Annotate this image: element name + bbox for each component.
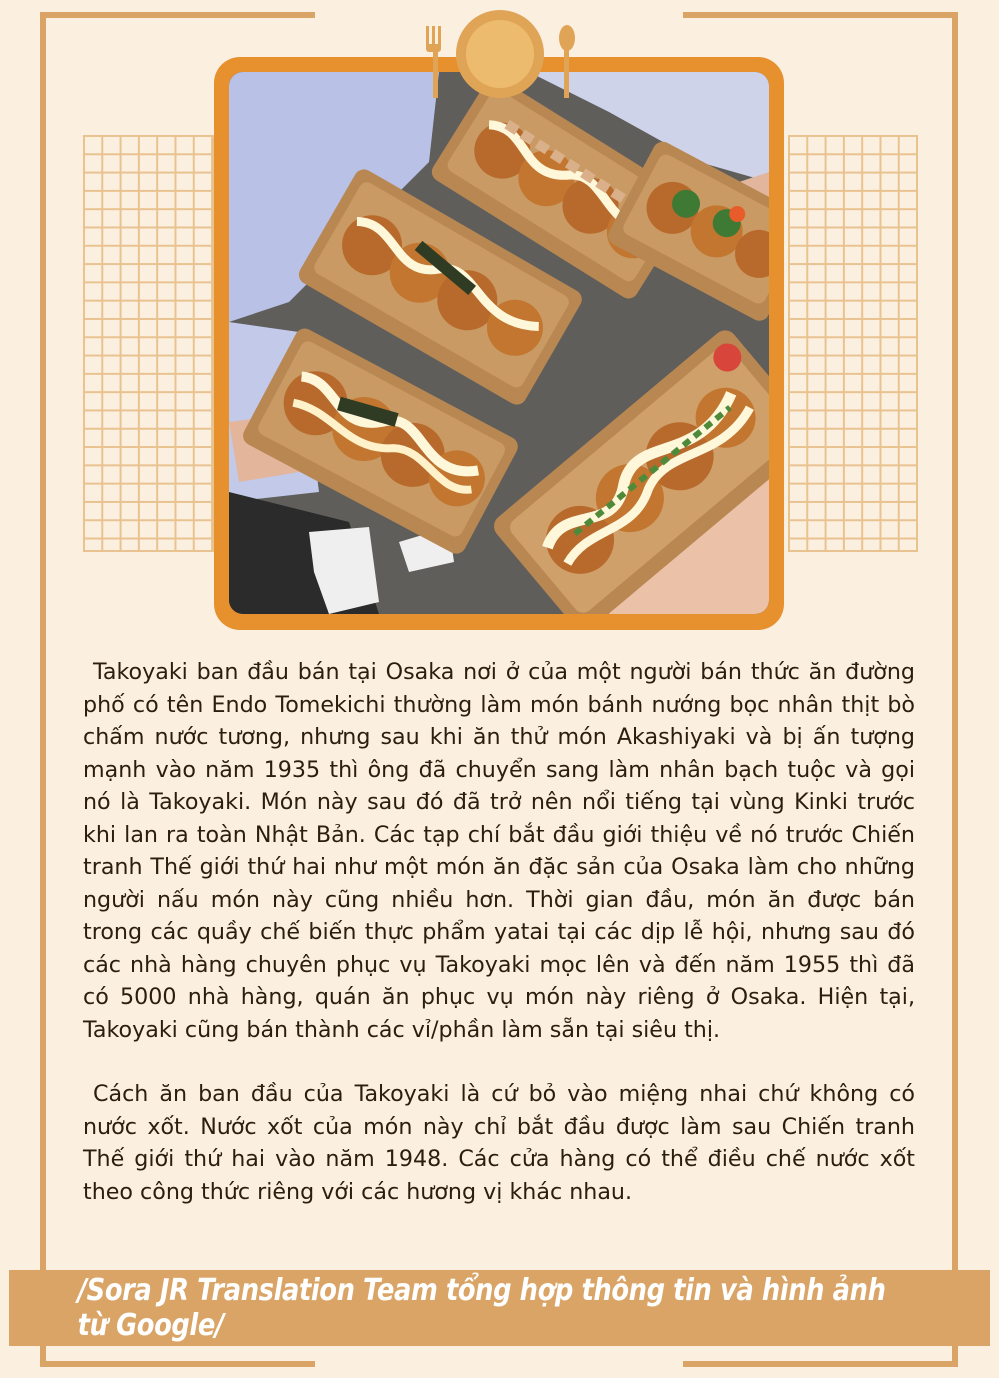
article-paragraph-1: Takoyaki ban đầu bán tại Osaka nơi ở của một người bán thức ăn đường phố có tên Endo Tomekichi thường làm món bánh nướng bọc nhân thịt bò chấm nước tương, nhưng sau khi ăn thử món Akashiyaki và bị ấn tượng mạnh vào năm 1935 thì ông đã chuyển sang làm nhân bạch tuộc và gọi nó là Takoyaki. Món này sau đó đã trở nên nổi tiếng tại vùng Kinki trước khi lan ra toàn Nhật Bản. Các tạp chí bắt đầu giới thiệu về nó trước Chiến tranh Thế giới thứ hai như một món ăn đặc sản của Osaka làm cho những người nấu món này cũng nhiều hơn. Thời gian đầu, món ăn được bán trong các quầy chế biến thực phẩm yatai tại các dịp lễ hội, nhưng sau đó các nhà hàng chuyên phục vụ Takoyaki mọc lên và đến năm 1955 thì đã có 5000 nhà hàng, quán ăn phục vụ món này riêng ở Osaka. Hiện tại, Takoyaki cũng bán thành các vỉ/phần làm sẵn tại siêu thị. [83, 659, 915, 1043]
takoyaki-photo [229, 72, 769, 614]
frame-right [952, 12, 958, 1367]
article-paragraph-2: Cách ăn ban đầu của Takoyaki là cứ bỏ vào miệng nhai chứ không có nước xốt. Nước xốt của món này chỉ bắt đầu được làm sau Chiến tranh Thế giới thứ hai vào năm 1948. Các cửa hàng có thể điều chế nước xốt theo công thức riêng với các hương vị khác nhau. [83, 1081, 915, 1205]
frame-bottom-right [683, 1361, 958, 1367]
decorative-grid-left [83, 135, 215, 552]
frame-left [40, 12, 46, 1367]
plate-fork-spoon-icon [420, 8, 580, 100]
article-body [83, 656, 915, 1208]
frame-bottom-left [40, 1361, 315, 1367]
frame-top-left [40, 12, 315, 18]
credit-text: /Sora JR Translation Team tổng hợp thông tin và hình ảnh từ Google/ [77, 1273, 886, 1343]
frame-top-right [683, 12, 958, 18]
decorative-grid-right [788, 135, 918, 552]
